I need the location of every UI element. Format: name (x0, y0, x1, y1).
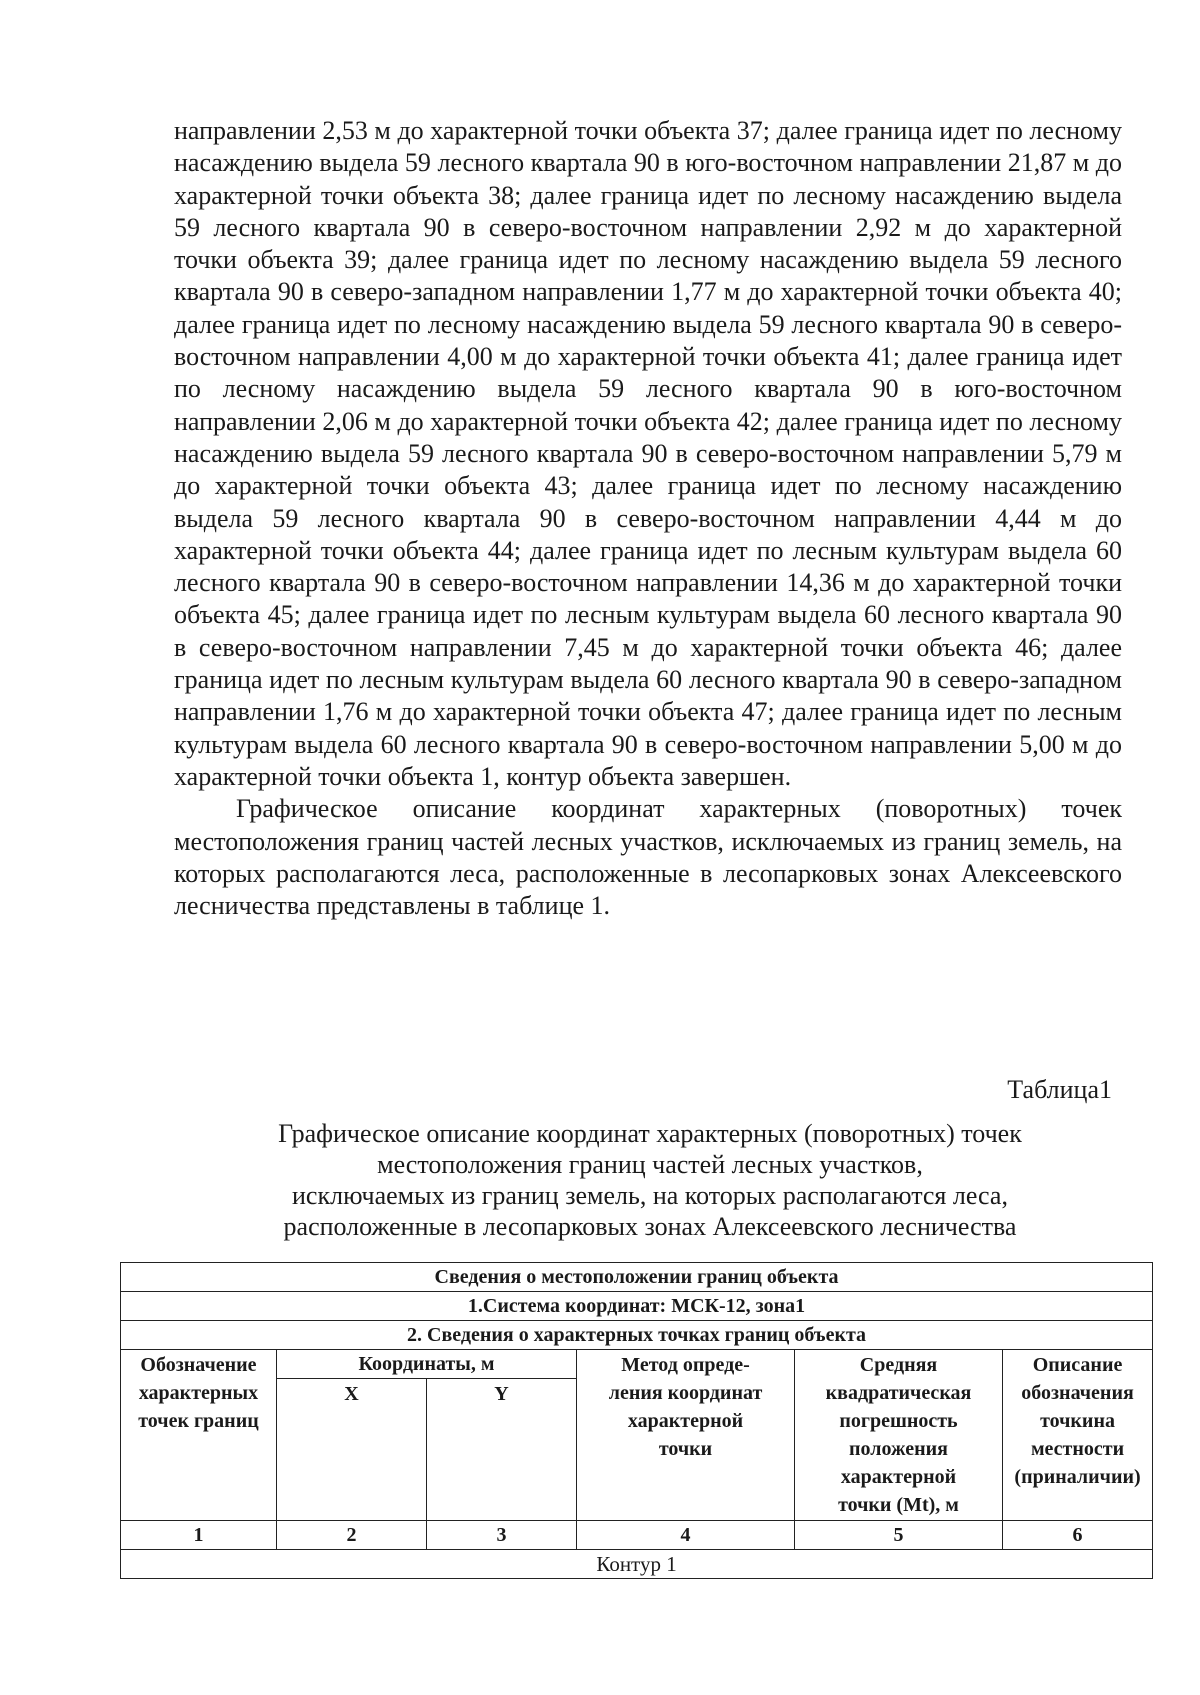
caption-line: расположенные в лесопарковых зонах Алексеевского лесничества (283, 1212, 1017, 1241)
paragraph-boundary-description: направлении 2,53 м до характерной точки объекта 37; далее граница идет по лесному насаждению выдела 59 лесного квартала 90 в юго-восточном направлении 21,87 м до характерной точки объекта 38; далее граница идет по лесному насаждению выдела 59 лесного квартала 90 в северо-восточном направлении 2,92 м до характерной точки объекта 39; далее граница идет по лесному насаждению выдела 59 лесного квартала 90 в северо-западном направлении 1,77 м до характерной точки объекта 40; далее граница идет по лесному насаждению выдела 59 лесного квартала 90 в северо-восточном направлении 4,00 м до характерной точки объекта 41; далее граница идет по лесному насаждению выдела 59 лесного квартала 90 в юго-восточном направлении 2,06 м до характерной точки объекта 42; далее граница идет по лесному насаждению выдела 59 лесного квартала 90 в северо-восточном направлении 5,79 м до характерной точки объекта 43; далее граница идет по лесному насаждению выдела 59 лесного квартала 90 в северо-восточном направлении 4,44 м до характерной точки объекта 44; далее граница идет по лесным культурам выдела 60 лесного квартала 90 в северо-восточном направлении 14,36 м до характерной точки объекта 45; далее граница идет по лесным культурам выдела 60 лесного квартала 90 в северо-восточном направлении 7,45 м до характерной точки объекта 46; далее граница идет по лесным культурам выдела 60 лесного квартала 90 в северо-западном направлении 1,76 м до характерной точки объекта 47; далее граница идет по лесным культурам выдела 60 лесного квартала 90 в северо-восточном направлении 5,00 м до характерной точки объекта 1, контур объекта завершен. (174, 116, 1122, 791)
column-number: 2 (277, 1521, 427, 1550)
table-header-row (121, 1350, 1153, 1379)
header-designation: Обозначение характерных точек границ (121, 1350, 277, 1521)
table-number-label: Таблица1 (1007, 1075, 1112, 1104)
header-coordinates: Координаты, м (277, 1350, 577, 1379)
coordinates-table (120, 1262, 1153, 1579)
caption-line: местоположения границ частей лесных участков, (377, 1150, 923, 1179)
table-row (121, 1292, 1153, 1321)
paragraph-graphic-description-intro: Графическое описание координат характерных (поворотных) точек местоположения границ частей лесных участков, исключаемых из границ земель, на которых располагаются леса, расположенные в лесопарковых зонах Алексеевского лесничества представлены в таблице 1. (174, 794, 1122, 921)
coord-system-cell: 1.Система координат: МСК-12, зона1 (121, 1292, 1153, 1321)
caption-line: Графическое описание координат характерных (поворотных) точек (278, 1119, 1022, 1148)
table-row (121, 1550, 1153, 1579)
column-number: 5 (795, 1521, 1003, 1550)
body-text (174, 115, 1122, 922)
table-caption (200, 1118, 1100, 1242)
table-row (121, 1321, 1153, 1350)
column-number: 6 (1003, 1521, 1153, 1550)
section-title-cell: Сведения о местоположении границ объекта (121, 1263, 1153, 1292)
column-number-row (121, 1521, 1153, 1550)
header-x: X (277, 1379, 427, 1521)
header-method: Метод опреде- ления координат характерной точки (577, 1350, 795, 1521)
table-row (121, 1263, 1153, 1292)
caption-line: исключаемых из границ земель, на которых располагаются леса, (292, 1181, 1008, 1210)
header-rms-error: Средняя квадратическая погрешность положения характерной точки (Mt), м (795, 1350, 1003, 1521)
column-number: 4 (577, 1521, 795, 1550)
points-title-cell: 2. Сведения о характерных точках границ объекта (121, 1321, 1153, 1350)
column-number: 1 (121, 1521, 277, 1550)
header-description: Описание обозначения точкина местности (приналичии) (1003, 1350, 1153, 1521)
column-number: 3 (427, 1521, 577, 1550)
contour-label-cell: Контур 1 (121, 1550, 1153, 1579)
header-y: Y (427, 1379, 577, 1521)
